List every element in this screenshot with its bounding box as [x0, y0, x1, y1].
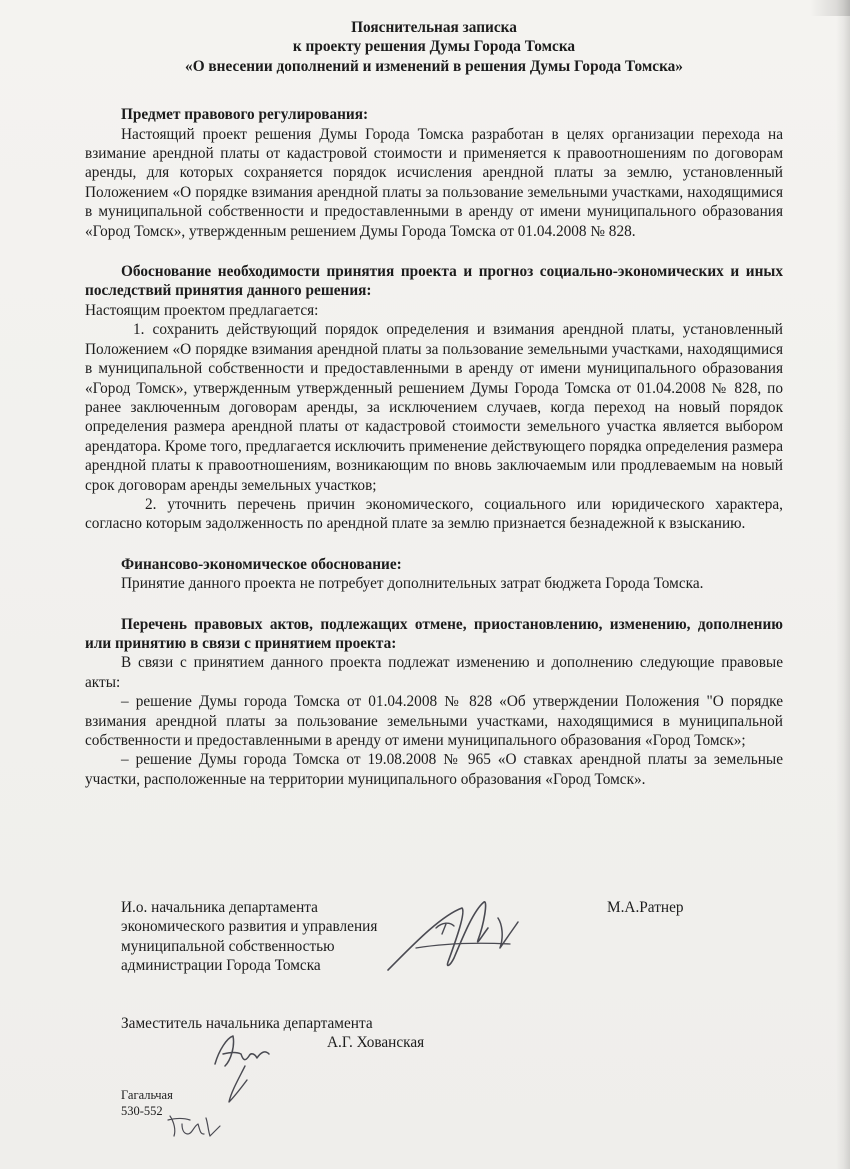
first-signatory-role: [121, 898, 421, 976]
first-role-line-3: муниципальной собственностью: [121, 937, 335, 955]
first-role-line-1: И.о. начальника департамента: [121, 899, 318, 916]
first-signatory-name: М.А.Ратнер: [607, 899, 684, 916]
section-heading-legal-acts: Перечень правовых актов, подлежащих отмене, приостановлению, изменению, дополнению или принятию в связи с принятием проекта:: [85, 615, 783, 652]
title-line-2: к проекту решения Думы Города Томска: [292, 38, 576, 56]
legal-act-item-2: – решение Думы города Томска от 19.08.2008 № 965 «О ставках арендной платы за земельные участки, расположенные на территории муниципального образования «Город Томск».: [85, 751, 783, 788]
title-line-1: Пояснительная записка: [351, 19, 517, 36]
scan-shadow-right: [836, 0, 850, 1169]
section-heading-subject: Предмет правового регулирования:: [121, 106, 369, 124]
second-signatory-role: Заместитель начальника департамента: [121, 1015, 373, 1032]
justification-intro: Настоящим проектом предлагается:: [85, 301, 319, 319]
section-heading-financial: Финансово-экономическое обоснование:: [121, 555, 402, 573]
first-role-line-2: экономического развития и управления: [121, 918, 378, 936]
justification-item-2: 2. уточнить перечень причин экономического, социального или юридического характера, согласно которым задолженность по арендной плате за землю признается безнадежной к взысканию.: [85, 495, 783, 533]
executor-phone: 530-552: [121, 1104, 163, 1118]
document-body: [85, 18, 783, 789]
legal-acts-intro: В связи с принятием данного проекта подлежат изменению и дополнению следующие правовые акты:: [85, 654, 783, 691]
section-heading-justification: Обоснование необходимости принятия проекта и прогноз социально-экономических и иных последствий принятия данного решения:: [85, 263, 783, 300]
scan-shadow-corner: [810, 0, 850, 16]
first-role-line-4: администрации Города Томска: [121, 957, 321, 975]
second-signatory-name: А.Г. Хованская: [327, 1034, 425, 1051]
section-text-subject: Настоящий проект решения Думы Города Томска разработан в целях организации перехода на взимание арендной платы от кадастровой стоимости и применяется к правоотношениям по договорам аренды, для которых сохраняется порядок исчисления арендной платы за землю, установленный Положением «О порядке взимания арендной платы за пользование земельными участками, находящимися в муниципальной собственности и предоставленными в аренду от имени муниципального образования «Город Томск», утвержденным решением Думы Города Томска от 01.04.2008 № 828.: [85, 125, 783, 240]
justification-item-1: 1. сохранить действующий порядок определения и взимания арендной платы, установленный Положением «О порядке взимания арендной платы за пользование земельными участками, находящимися в муниципальной собственности и предоставленными в аренду от имени муниципального образования «Город Томск», утвержденным утвержденный решением Думы Города Томска от 01.04.2008 № 828, по ранее заключенным договорам аренды, за исключением случаев, когда переход на новый порядок определения размера арендной платы от кадастровой стоимости земельного участка является выбором арендатора. Кроме того, предлагается исключить применение действующего порядка определения размера арендной платы к правоотношениям, возникающим по вновь заключаемым или продлеваемым на новый срок договорам аренды земельных участков;: [85, 321, 783, 494]
executor-name: Гагальчая: [121, 1088, 173, 1102]
executor-info: [121, 1087, 173, 1119]
section-text-financial: Принятие данного проекта не потребует дополнительных затрат бюджета Города Томска.: [121, 575, 704, 593]
handwritten-initials: [164, 1112, 224, 1140]
title-line-3: «О внесении дополнений и изменений в решения Думы Города Томска»: [185, 57, 683, 75]
document-title: [85, 18, 783, 76]
handwritten-signature-2: [205, 1020, 280, 1110]
legal-act-item-1: – решение Думы города Томска от 01.04.2008 № 828 «Об утверждении Положения "О порядке взимания арендной платы за пользование земельными участками, находящимися в муниципальной собственности и предоставленными в аренду от имени муниципального образования «Город Томск»;: [85, 693, 783, 749]
